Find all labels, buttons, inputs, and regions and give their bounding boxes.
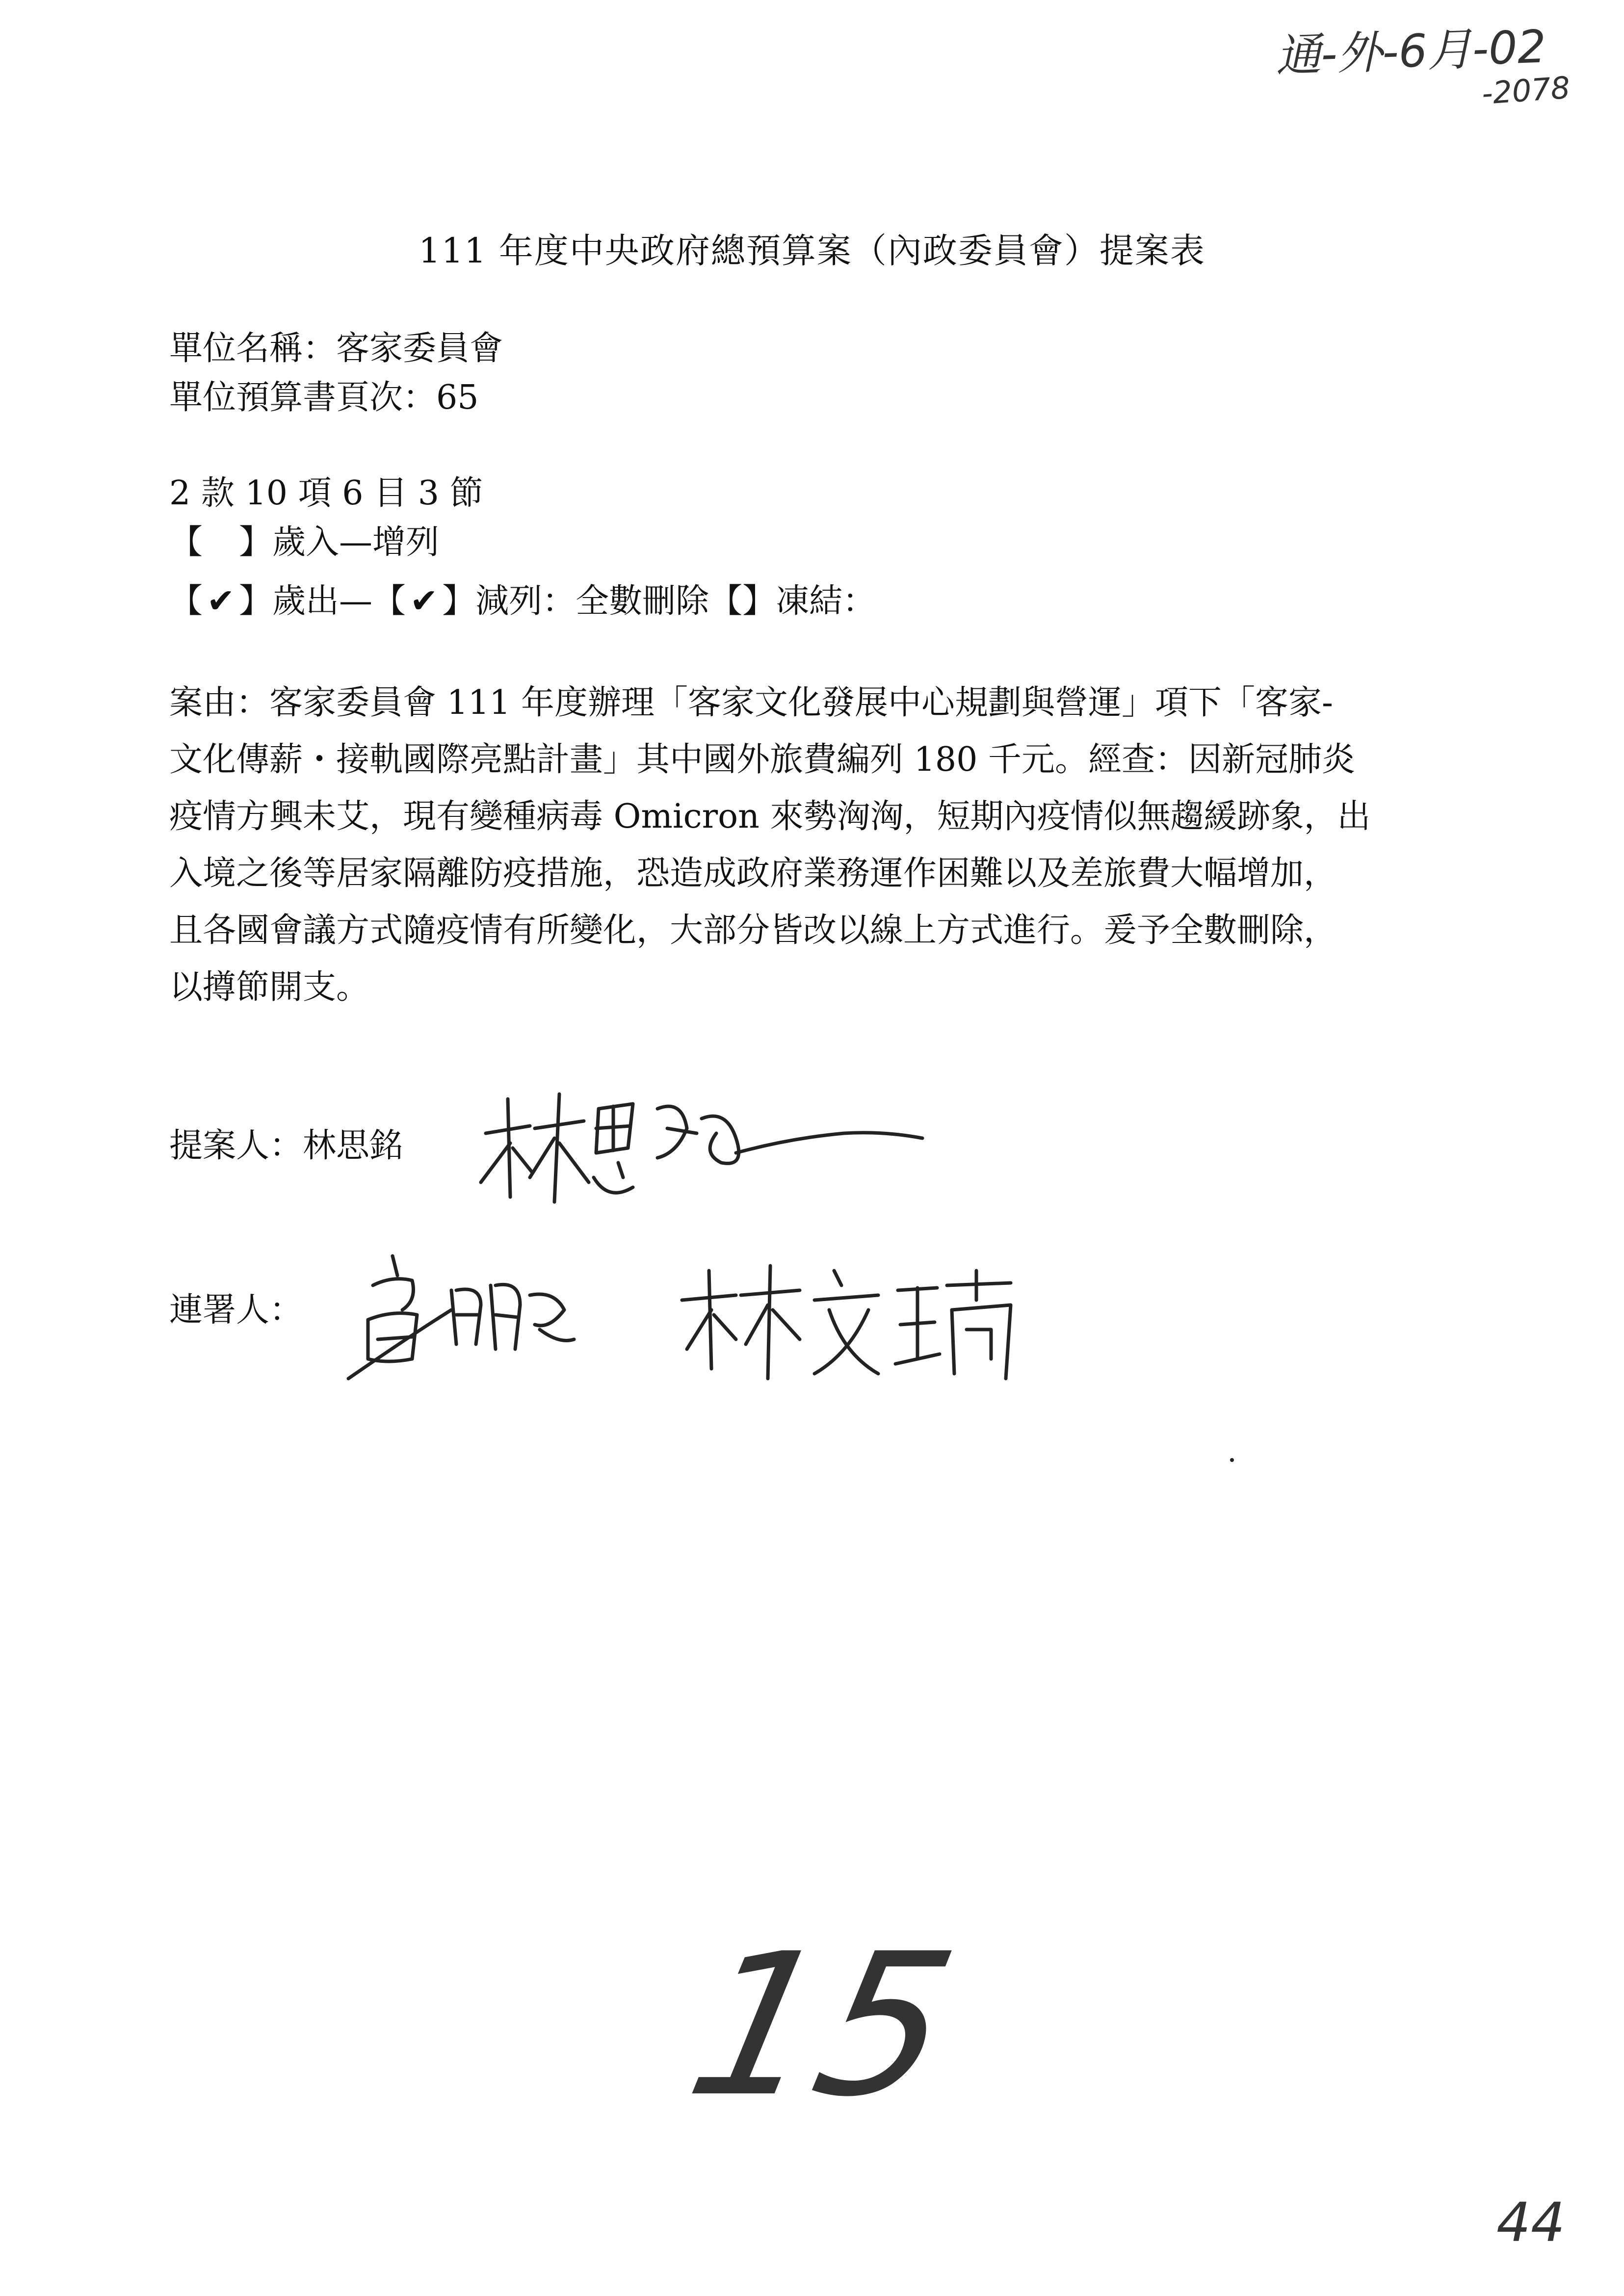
page-title: 111 年度中央政府總預算案（內政委員會）提案表: [419, 231, 1205, 271]
reason-line: 文化傳薪・接軌國際亮點計畫」其中國外旅費編列 180 千元。經查：因新冠肺炎: [169, 740, 1356, 779]
bracket-close: 】: [239, 582, 273, 621]
reason-line: 入境之後等居家隔離防疫措施，恐造成政府業務運作困難以及差旅費大幅增加，: [169, 854, 1337, 893]
handwritten-page-mark: 44: [1496, 2191, 1565, 2254]
revenue-label: 歲入—增列: [272, 523, 440, 562]
bracket-open: 【: [169, 523, 203, 562]
reason-line: 案由：客家委員會 111 年度辦理「客家文化發展中心規劃與營運」項下「客家-: [169, 683, 1334, 722]
proposer-label: 提案人：林思銘: [169, 1126, 403, 1165]
reduction-label: 減列：全數刪除: [475, 582, 709, 621]
reduction-checkmark: ✔: [410, 582, 438, 621]
handwritten-reference-note-2: [1481, 71, 1572, 111]
proposer-signature: [471, 1079, 932, 1226]
cosigner-signature-1: [339, 1246, 594, 1393]
bracket-close: 】: [442, 582, 476, 621]
cosigner-signature-2: [672, 1256, 1025, 1403]
reason-line: 疫情方興未艾，現有變種病毒 Omicron 來勢洶洶，短期內疫情似無趨緩跡象，出: [169, 797, 1371, 836]
reason-line: 以撙節開支。: [169, 968, 370, 1007]
bracket-close: 】: [239, 523, 273, 562]
reason-paragraph: [169, 675, 1514, 1016]
stray-mark: [1229, 1457, 1235, 1463]
unit-name: 單位名稱：客家委員會: [169, 329, 503, 368]
expense-line: [169, 579, 876, 624]
revenue-line: [169, 520, 439, 565]
unit-budget-page: 單位預算書頁次：65: [169, 378, 479, 417]
freeze-label: 凍結：: [776, 582, 876, 621]
bracket-close: 】: [742, 582, 776, 621]
budget-item: 2 款 10 項 6 目 3 節: [169, 474, 483, 513]
expense-label: 歲出—: [272, 582, 373, 621]
reference-note-line-1: 通-外-6月-02: [1275, 20, 1547, 82]
bracket-open: 【: [709, 582, 743, 621]
reason-line: 且各國會議方式隨疫情有所變化，大部分皆改以線上方式進行。爰予全數刪除，: [169, 911, 1337, 950]
reference-note-line-2: -2078: [1480, 69, 1572, 112]
expense-checkmark: ✔: [207, 582, 235, 621]
cosigner-label: 連署人：: [169, 1291, 303, 1330]
handwritten-page-number: 15: [672, 1912, 971, 2140]
handwritten-reference-note: [1275, 22, 1546, 80]
bracket-open: 【: [372, 582, 406, 621]
bracket-open: 【: [169, 582, 203, 621]
